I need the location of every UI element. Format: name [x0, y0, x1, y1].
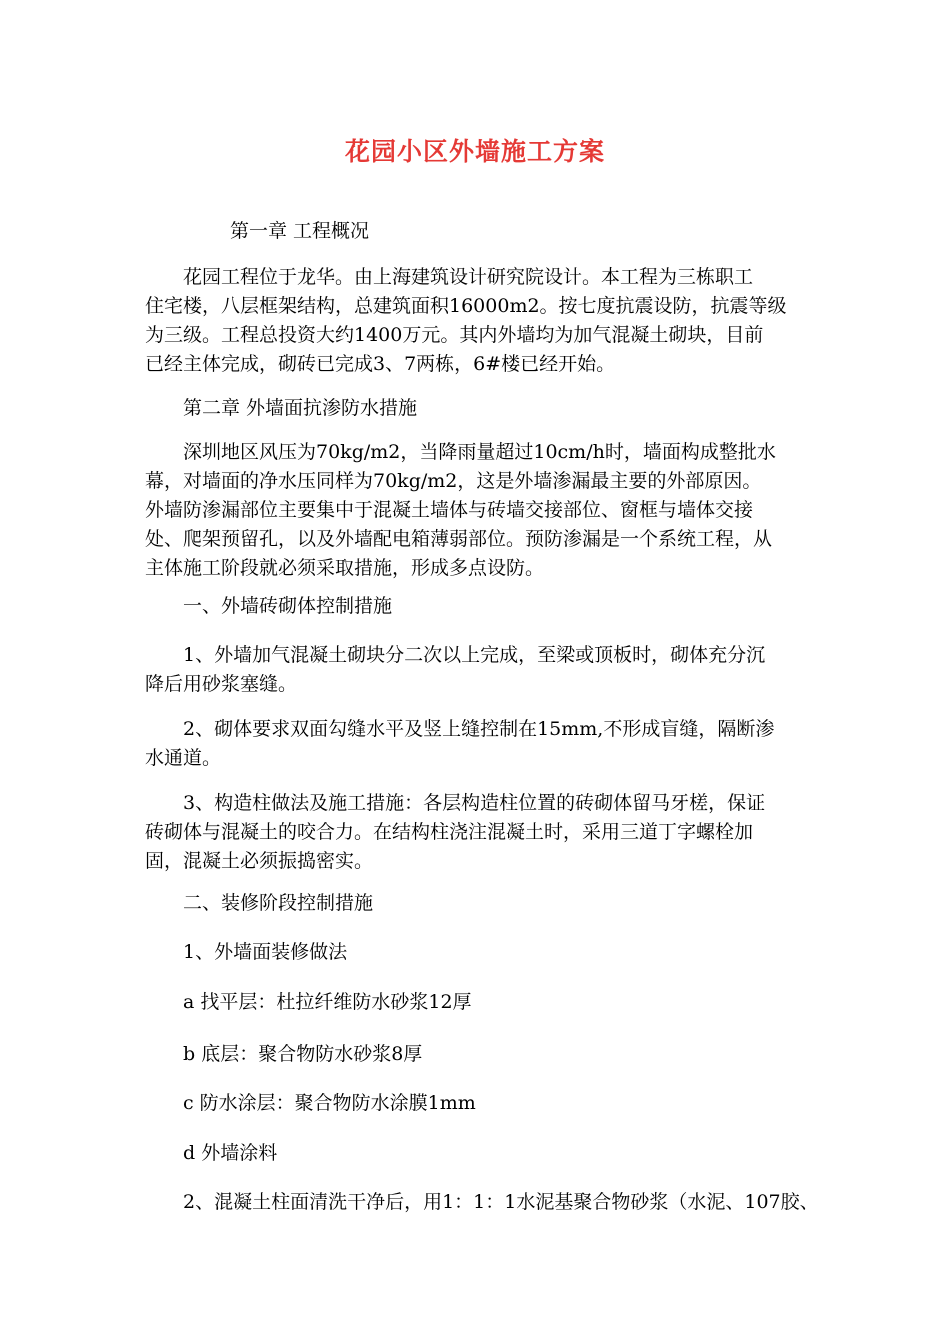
text-line: 固，混凝土必须振捣密实。: [145, 850, 374, 872]
text-line: 2、砌体要求双面勾缝水平及竖上缝控制在15mm,不形成盲缝，隔断渗: [145, 718, 775, 740]
chapter-2-heading-text: 第二章 外墙面抗渗防水措施: [145, 397, 418, 419]
text-line: 外墙防渗漏部位主要集中于混凝土墙体与砖墙交接部位、窗框与墙体交接: [145, 499, 754, 521]
layer-b-text: b 底层：聚合物防水砂浆8厚: [145, 1043, 423, 1065]
text-line: 主体施工阶段就必须采取措施，形成多点设防。: [145, 557, 545, 579]
subitem-1-heading-text: 1、外墙面装修做法: [145, 941, 348, 963]
layer-a-text: a 找平层：杜拉纤维防水砂浆12厚: [145, 991, 472, 1013]
text-line: 花园工程位于龙华。由上海建筑设计研究院设计。本工程为三栋职工: [145, 266, 754, 288]
text-line: 2、混凝土柱面清洗干净后，用1：1：1水泥基聚合物砂浆（水泥、107胶、: [145, 1191, 819, 1213]
list-item-3: [145, 789, 813, 876]
section-1-heading-text: 一、外墙砖砌体控制措施: [145, 595, 393, 617]
layer-a: [145, 988, 813, 1017]
text-line: 1、外墙加气混凝土砌块分二次以上完成，至梁或顶板时，砌体充分沉: [145, 644, 766, 666]
list-item-2: [145, 715, 813, 773]
text-line: 处、爬架预留孔，以及外墙配电箱薄弱部位。预防渗漏是一个系统工程，从: [145, 528, 773, 550]
subitem-1-heading: [145, 938, 813, 967]
text-line: 3、构造柱做法及施工措施：各层构造柱位置的砖砌体留马牙槎，保证: [145, 792, 766, 814]
text-line: 已经主体完成，砌砖已完成3、7两栋，6#楼已经开始。: [145, 353, 616, 375]
chapter-1-heading: [230, 217, 898, 246]
text-line: 砖砌体与混凝土的咬合力。在结构柱浇注混凝土时，采用三道丁字螺栓加: [145, 821, 754, 843]
section-1-heading: [145, 592, 813, 621]
text-line: 降后用砂浆塞缝。: [145, 673, 298, 695]
document-title: 花园小区外墙施工方案: [344, 137, 605, 166]
layer-b: [145, 1040, 813, 1069]
paragraph-project-overview: [145, 263, 813, 379]
text-line: 幕，对墙面的净水压同样为70kg/m2，这是外墙渗漏最主要的外部原因。: [145, 470, 762, 492]
text-line: 为三级。工程总投资大约1400万元。其内外墙均为加气混凝土砌块，目前: [145, 324, 764, 346]
layer-d: [145, 1139, 813, 1168]
text-line: 深圳地区风压为70kg/m2，当降雨量超过10cm/h时，墙面构成整批水: [145, 441, 776, 463]
list-item-last: [145, 1188, 825, 1217]
layer-d-text: d 外墙涂料: [145, 1142, 278, 1164]
text-line: 住宅楼，八层框架结构，总建筑面积16000m2。按七度抗震设防，抗震等级: [145, 295, 787, 317]
section-2-heading: [145, 889, 813, 918]
chapter-1-heading-text: 第一章 工程概况: [230, 220, 370, 242]
text-line: 水通道。: [145, 747, 222, 769]
section-2-heading-text: 二、装修阶段控制措施: [145, 892, 374, 914]
layer-c-text: c 防水涂层：聚合物防水涂膜1mm: [145, 1092, 476, 1114]
list-item-1: [145, 641, 813, 699]
paragraph-waterproof-intro: [145, 438, 813, 583]
chapter-2-heading: [145, 394, 813, 423]
layer-c: [145, 1089, 813, 1118]
